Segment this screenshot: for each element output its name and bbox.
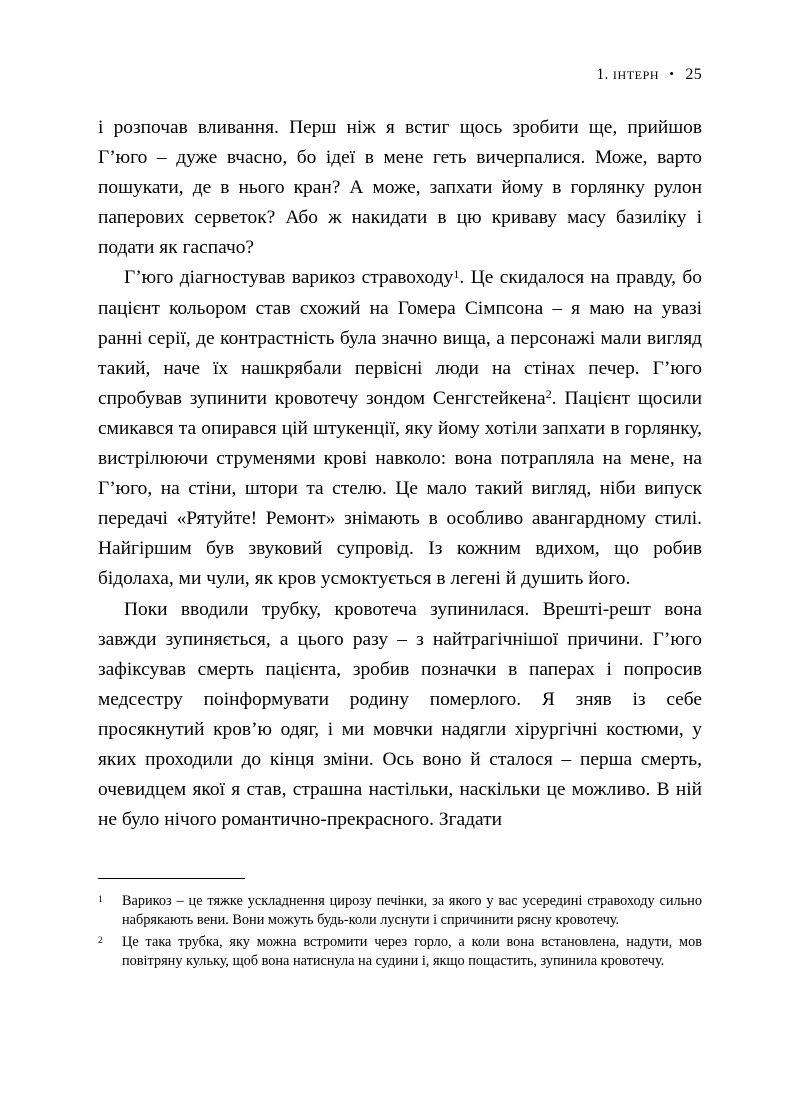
footnote-ref-1[interactable]: 1 (453, 266, 460, 281)
chapter-number: 1. (596, 66, 609, 83)
footnote-separator-rule (98, 878, 245, 879)
page-number: 25 (685, 66, 702, 83)
paragraph-2-segment-2: . Це скидалося на правду, бо пацієнт кольором став схожий на Гомера Сімпсона – я маю на увазі ранні серії, де контрастність була значно вища, а персонажі мали вигляд такий, наче їх нашкрябали первісні люди на стінах печер. Гʼюго спробував зупинити кровотечу зондом Сенгстейкена (98, 267, 702, 409)
body-text-block (98, 113, 702, 835)
footnote-2-text: Це така трубка, яку можна встромити через горло, а коли вона встановлена, надути, мов повітряну кульку, щоб вона натиснула на судини і, якщо пощастить, зупинила кровотечу. (122, 933, 702, 970)
footnote-area (98, 878, 702, 974)
paragraph-2-segment-1: Гʼюго діагностував варикоз стравоходу (124, 267, 454, 289)
footnote-2 (98, 933, 702, 972)
footnote-2-marker: 2 (98, 935, 103, 946)
running-header (98, 64, 702, 84)
chapter-title: інтерн (612, 64, 660, 83)
footnote-ref-2[interactable]: 2 (545, 387, 552, 402)
paragraph-2 (98, 263, 702, 594)
paragraph-1: і розпочав вливання. Перш ніж я встиг щось зробити ще, прийшов Гʼюго – дуже вчасно, бо ідеї в мене геть вичерпалися. Може, варто пошукати, де в нього кран? А може, запхати йому в горлянку рулон паперових серветок? Або ж накидати в цю криваву масу базиліку і подати як гаспачо? (98, 117, 702, 259)
paragraph-3: Поки вводили трубку, кровотеча зупинилася. Врешті-решт вона завжди зупиняється, а цього разу – з найтрагічнішої причини. Гʼюго зафіксував смерть пацієнта, зробив позначки в паперах і попросив медсестру поінформувати родину померлого. Я зняв із себе просякнутий кровʼю одяг, і ми мовчки надягли хірургічні костюми, у яких проходили до кінця зміни. Ось воно й сталося – перша смерть, очевидцем якої я став, страшна настільки, наскільки це можливо. В ній не було нічого романтично-прекрасного. Згадати (98, 598, 702, 831)
paragraph-2-segment-3: . Пацієнт щосили смикався та опирався цій штукенції, яку йому хотіли запхати в горлянку, вистрілюючи струменями крові навколо: вона потрапляла на мене, на Гʼюго, на стіни, штори та стелю. Це мало такий вигляд, ніби випуск передачі «Рятуйте! Ремонт» знімають в особливо авангардному стилі. Найгіршим був звуковий супровід. Із кожним вдихом, що робив бідолаха, ми чули, як кров усмоктується в легені й душить його. (98, 387, 702, 590)
header-separator-dot: • (669, 65, 675, 81)
footnote-1 (98, 892, 702, 931)
footnote-1-text: Варикоз – це тяжке ускладнення цирозу печінки, за якого у вас усередині стравоходу сильно набрякають вени. Вони можуть будь-коли луснути і спричинити рясну кровотечу. (122, 893, 702, 929)
footnote-1-marker: 1 (98, 895, 103, 905)
